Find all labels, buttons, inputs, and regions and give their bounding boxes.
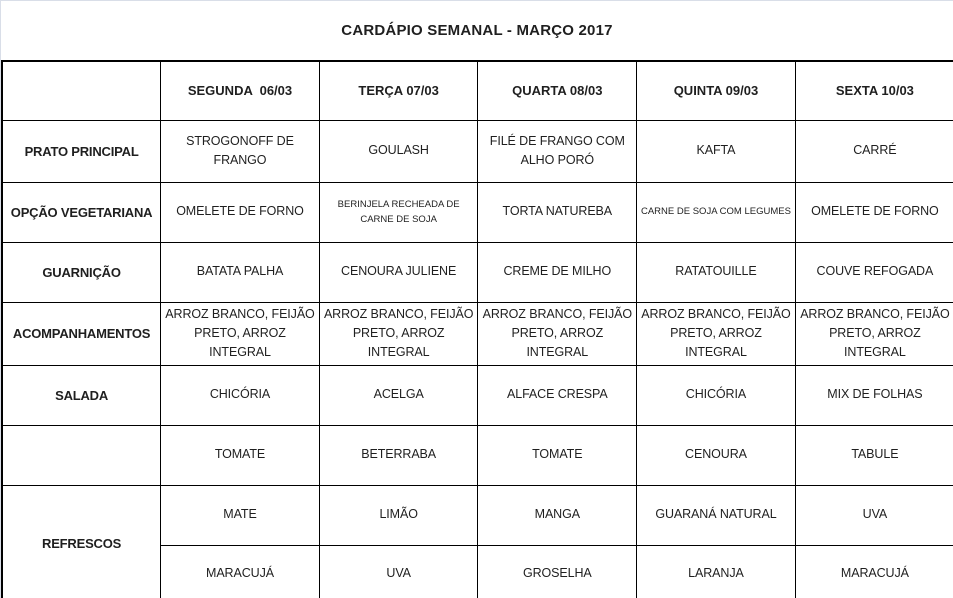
table-row-acompanhamentos [2, 302, 953, 365]
corner-cell [2, 61, 161, 120]
table-row-refrescos-1 [2, 485, 953, 545]
menu-cell: BATATA PALHA [161, 242, 320, 302]
title-band [1, 1, 953, 60]
menu-cell: RATATOUILLE [637, 242, 796, 302]
row-label-refrescos: REFRESCOS [2, 485, 161, 598]
menu-cell: UVA [795, 485, 953, 545]
menu-cell: BETERRABA [319, 425, 478, 485]
menu-cell: ARROZ BRANCO, FEIJÃO PRETO, ARROZ INTEGRAL [161, 302, 320, 365]
menu-cell: GUARANÁ NATURAL [637, 485, 796, 545]
menu-cell: LIMÃO [319, 485, 478, 545]
menu-cell: TOMATE [478, 425, 637, 485]
menu-cell: TORTA NATUREBA [478, 182, 637, 242]
menu-cell: TABULE [795, 425, 953, 485]
menu-cell: MARACUJÁ [795, 545, 953, 598]
menu-cell: BERINJELA RECHEADA DE CARNE DE SOJA [319, 182, 478, 242]
menu-cell: CHICÓRIA [637, 365, 796, 425]
row-label-opcao-vegetariana: OPÇÃO VEGETARIANA [2, 182, 161, 242]
row-label-empty [2, 425, 161, 485]
menu-cell: ARROZ BRANCO, FEIJÃO PRETO, ARROZ INTEGRAL [478, 302, 637, 365]
menu-cell: KAFTA [637, 120, 796, 182]
table-row-salada [2, 365, 953, 425]
table-header-row [2, 61, 953, 120]
menu-cell: FILÉ DE FRANGO COM ALHO PORÓ [478, 120, 637, 182]
table-row-salada-2 [2, 425, 953, 485]
menu-cell: CARNE DE SOJA COM LEGUMES [637, 182, 796, 242]
menu-cell: MATE [161, 485, 320, 545]
weekly-menu-table [1, 60, 953, 598]
menu-cell: GOULASH [319, 120, 478, 182]
menu-cell: ARROZ BRANCO, FEIJÃO PRETO, ARROZ INTEGRAL [795, 302, 953, 365]
menu-cell: GROSELHA [478, 545, 637, 598]
row-label-prato-principal: PRATO PRINCIPAL [2, 120, 161, 182]
menu-cell: ARROZ BRANCO, FEIJÃO PRETO, ARROZ INTEGRAL [637, 302, 796, 365]
day-header-quinta: QUINTA 09/03 [637, 61, 796, 120]
day-header-sexta: SEXTA 10/03 [795, 61, 953, 120]
menu-cell: MANGA [478, 485, 637, 545]
day-header-quarta: QUARTA 08/03 [478, 61, 637, 120]
menu-cell: OMELETE DE FORNO [161, 182, 320, 242]
menu-cell: CENOURA [637, 425, 796, 485]
table-row-opcao-vegetariana [2, 182, 953, 242]
menu-cell: ARROZ BRANCO, FEIJÃO PRETO, ARROZ INTEGRAL [319, 302, 478, 365]
row-label-acompanhamentos: ACOMPANHAMENTOS [2, 302, 161, 365]
menu-cell: ACELGA [319, 365, 478, 425]
menu-cell: ALFACE CRESPA [478, 365, 637, 425]
row-label-salada: SALADA [2, 365, 161, 425]
menu-cell: CENOURA JULIENE [319, 242, 478, 302]
menu-cell: CARRÉ [795, 120, 953, 182]
table-row-prato-principal [2, 120, 953, 182]
page-title: CARDÁPIO SEMANAL - MARÇO 2017 [341, 22, 613, 39]
menu-cell: TOMATE [161, 425, 320, 485]
menu-cell: CHICÓRIA [161, 365, 320, 425]
table-row-guarnicao [2, 242, 953, 302]
menu-cell: MIX DE FOLHAS [795, 365, 953, 425]
menu-cell: STROGONOFF DE FRANGO [161, 120, 320, 182]
day-header-segunda: SEGUNDA 06/03 [161, 61, 320, 120]
menu-cell: UVA [319, 545, 478, 598]
menu-cell: LARANJA [637, 545, 796, 598]
row-label-guarnicao: GUARNIÇÃO [2, 242, 161, 302]
menu-cell: COUVE REFOGADA [795, 242, 953, 302]
menu-cell: OMELETE DE FORNO [795, 182, 953, 242]
day-header-terca: TERÇA 07/03 [319, 61, 478, 120]
menu-cell: CREME DE MILHO [478, 242, 637, 302]
menu-cell: MARACUJÁ [161, 545, 320, 598]
